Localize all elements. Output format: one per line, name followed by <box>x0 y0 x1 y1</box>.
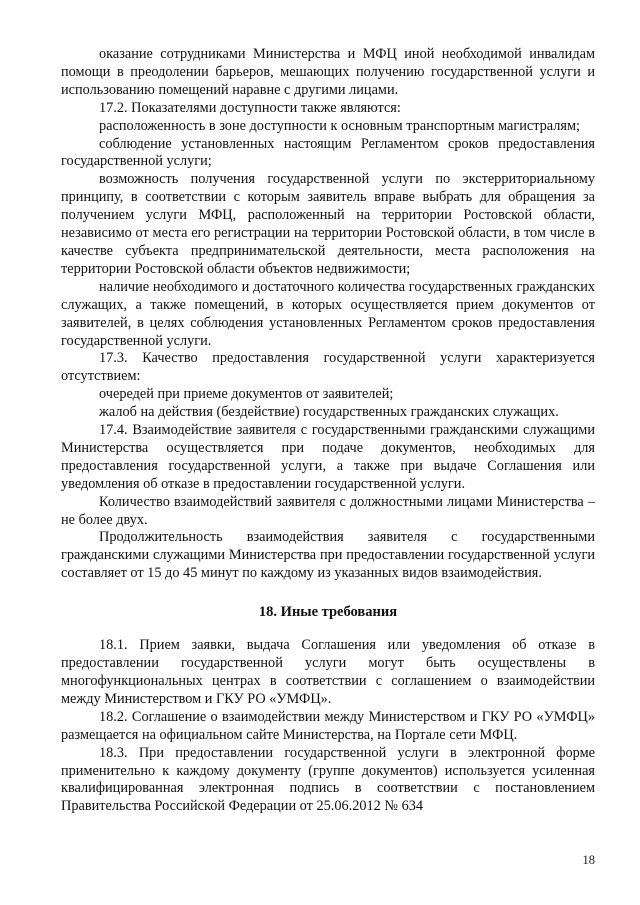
paragraph: расположенность в зоне доступности к основным транспортным магистралям; <box>99 117 580 134</box>
paragraphs-before-heading <box>61 46 595 583</box>
page-content <box>61 46 595 816</box>
page-number: 18 <box>582 853 595 867</box>
paragraph: возможность получения государственной услуги по экстерриториальному принципу, в соответствии с которым заявитель вправе выбрать для обращения за получением услуги МФЦ, расположенный на территории Ростовской области, независимо от места его регистрации на территории Ростовской области, в том числе в качестве субъекта предпринимательской деятельности, места расположения на территории Ростовской области объектов недвижимости; <box>61 171 595 277</box>
paragraph: Продолжительность взаимодействия заявителя с государственными гражданскими служащими Министерства при предоставлении государственной услуги составляет от 15 до 45 минут по каждому из указанных видов взаимодействия. <box>61 529 595 582</box>
paragraph: наличие необходимого и достаточного количества государственных гражданских служащих, а также помещений, в которых осуществляется прием документов от заявителей, в целях соблюдения установленных Регламентом сроков предоставления государственной услуги. <box>61 278 595 349</box>
paragraph: соблюдение установленных настоящим Регламентом сроков предоставления государственной услуги; <box>61 135 595 170</box>
section-heading: 18. Иные требования <box>258 604 398 621</box>
paragraph: 18.1. Прием заявки, выдача Соглашения или уведомления об отказе в предоставлении государственной услуги могут быть осуществлены в многофункциональных центрах в соответствии с соглашением о взаимодействии между Министерством и ГКУ РО «УМФЦ». <box>61 637 595 707</box>
paragraph: 17.4. Взаимодействие заявителя с государственными гражданскими служащими Министерства осуществляется при подаче документов, необходимых для предоставления государственной услуги, а также при выдаче Соглашения или уведомления об отказе в предоставлении государственной услуги. <box>61 422 595 492</box>
paragraph: оказание сотрудниками Министерства и МФЦ иной необходимой инвалидам помощи в преодолении барьеров, мешающих получению государственной услуги и использованию помещений наравне с другими лицами. <box>61 46 595 98</box>
paragraph: жалоб на действия (бездействие) государственных гражданских служащих. <box>99 404 559 421</box>
paragraph: 17.2. Показателями доступности также являются: <box>99 99 401 116</box>
paragraph: 18.2. Соглашение о взаимодействии между Министерством и ГКУ РО «УМФЦ» размещается на официальном сайте Министерства, на Портале сети МФЦ. <box>61 708 595 743</box>
paragraph: Количество взаимодействий заявителя с должностными лицами Министерства – не более двух. <box>61 493 595 528</box>
paragraph: очередей при приеме документов от заявителей; <box>99 386 394 403</box>
paragraph: 17.3. Качество предоставления государственной услуги характеризуется отсутствием: <box>61 350 595 385</box>
paragraphs-after-heading <box>61 637 595 816</box>
paragraph: 18.3. При предоставлении государственной услуги в электронной форме применительно к каждому документу (группе документов) используется усиленная квалифицированная электронная подпись в соответствии с постановлением Правительства Российской Федерации от 25.06.2012 № 634 <box>61 744 595 815</box>
